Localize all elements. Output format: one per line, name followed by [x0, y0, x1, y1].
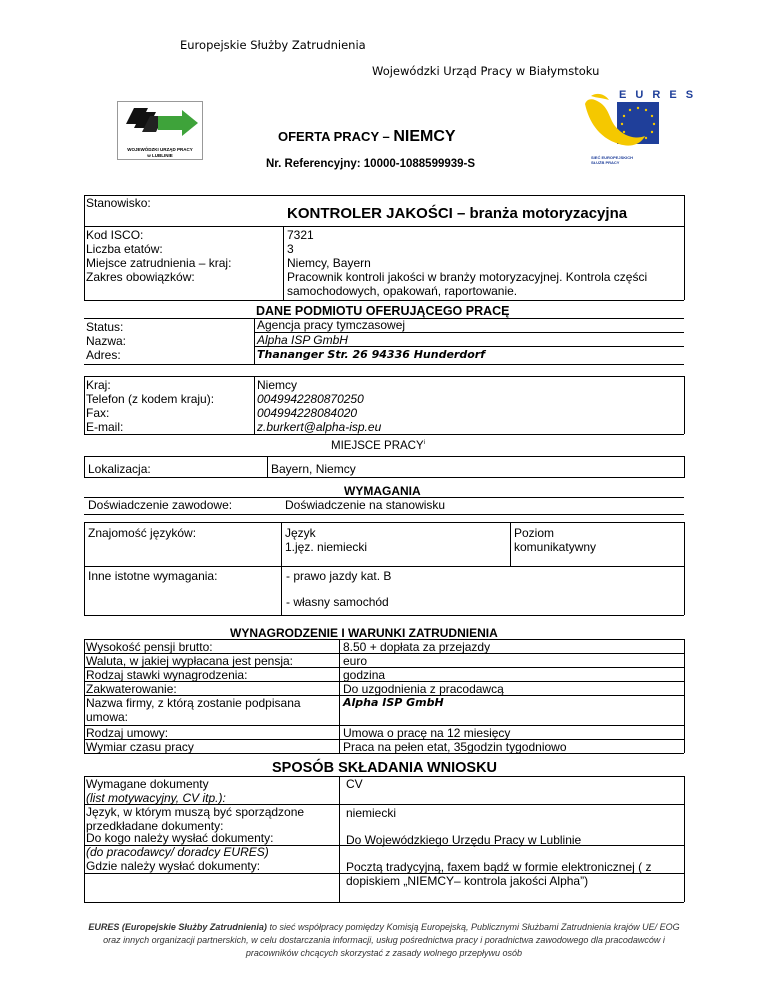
language-1: 1.jęz. niemiecki	[285, 540, 368, 554]
fax-label: Fax:	[86, 406, 110, 420]
salary-value: 8.50 + dopłata za przejazdy	[343, 640, 491, 654]
other-requirement-2: - własny samochód	[286, 595, 389, 609]
eures-logo-graphic	[579, 86, 697, 152]
salary-heading: WYNAGRODZENIE I WARUNKI ZATRUDNIENIA	[230, 626, 498, 640]
wup-logo-text: WOJEWÓDZKI URZĄD PRACY w LUBLINIE	[127, 147, 193, 158]
languages-label: Znajomość języków:	[88, 526, 197, 540]
working-time-value: Praca na pełen etat, 35godzin tygodniowo	[343, 740, 567, 754]
footer-text: to sieć współpracy pomiędzy Komisją Europejską, Publicznymi Służbami Zatrudnienia krajów UE/ EOG oraz innych organizacji partnerskich, w celu dostarczania informacji, usług pośrednictwa pracy i poradnictwa zawodowego dla pracodawców i pracowników chcących skorzystać z zasady wolnego przepływu osób	[103, 922, 680, 958]
eures-logo-letters: E U R E S	[619, 89, 697, 101]
documents-label: Wymagane dokumenty	[86, 777, 209, 791]
send-where-label: Gdzie należy wysłać dokumenty:	[86, 859, 261, 873]
position-label: Stanowisko:	[86, 196, 151, 210]
employer-country-label: Kraj:	[86, 378, 111, 392]
accommodation-value: Do uzgodnienia z pracodawcą	[343, 682, 504, 696]
currency-value: euro	[343, 654, 368, 668]
contract-type-value: Umowa o pracę na 12 miesięcy	[343, 726, 511, 740]
positions-count-label: Liczba etatów:	[86, 242, 163, 256]
employer-heading: DANE PODMIOTU OFERUJĄCEGO PRACĘ	[256, 304, 510, 318]
email-label: E-mail:	[86, 420, 124, 434]
rate-type-label: Rodzaj stawki wynagrodzenia:	[86, 668, 248, 682]
name-label: Nazwa:	[86, 334, 127, 348]
send-where-value: Pocztą tradycyjną, faxem bądź w formie elektronicznej ( z dopiskiem „NIEMCY– kontrola jakości Alpha”)	[346, 860, 652, 888]
contract-company-label: Nazwa firmy, z którą zostanie podpisana umowa:	[86, 696, 301, 724]
workplace-heading-text: MIEJSCE PRACY	[331, 440, 424, 452]
phone-label: Telefon (z kodem kraju):	[86, 392, 215, 406]
level-col-header: Poziom komunikatywny	[514, 526, 597, 554]
documents-value: CV	[346, 777, 363, 791]
phone-value: 0049942280870250	[257, 392, 364, 406]
offer-title-prefix: OFERTA PRACY –	[278, 129, 394, 144]
employer-country-value: Niemcy	[257, 378, 298, 392]
currency-label: Waluta, w jakiej wypłacana jest pensja:	[86, 654, 293, 668]
isco-label: Kod ISCO:	[86, 228, 144, 242]
status-label: Status:	[86, 320, 124, 334]
employer-name-value: Alpha ISP GmbH	[257, 333, 348, 347]
duties-value: Pracownik kontroli jakości w branży motoryzacyjnej. Kontrola części samochodowych, opakowań, raportowanie.	[287, 270, 648, 298]
other-requirements-label: Inne istotne wymagania:	[88, 569, 218, 583]
reference-number: Nr. Referencyjny: 10000-1088599939-S	[266, 158, 476, 170]
salary-label: Wysokość pensji brutto:	[86, 640, 213, 654]
workplace-heading	[331, 440, 425, 452]
duties-label: Zakres obowiązków:	[86, 270, 195, 284]
send-to-label: Do kogo należy wysłać dokumenty:	[86, 831, 274, 845]
positions-count-value: 3	[287, 242, 294, 256]
send-to-value: Do Wojewódzkiego Urzędu Pracy w Lublinie	[346, 833, 582, 847]
isco-value: 7321	[287, 228, 314, 242]
offer-title	[278, 128, 456, 146]
wup-lublin-logo	[117, 101, 203, 160]
workplace-heading-sup: i	[423, 440, 426, 447]
position-value: KONTROLER JAKOŚCI – branża motoryzacyjna	[287, 205, 628, 222]
experience-value: Doświadczenie na stanowisku	[285, 498, 446, 512]
documents-language-label: Język, w którym muszą być sporządzone przedkładane dokumenty:	[86, 805, 305, 833]
header-line-1: Europejskie Służby Zatrudnienia	[180, 38, 366, 52]
header-line-2: Wojewódzki Urząd Pracy w Białymstoku	[372, 64, 600, 78]
workplace-box	[84, 456, 685, 478]
eures-logo	[579, 86, 697, 168]
location-label: Lokalizacja:	[88, 462, 151, 476]
documents-label-note: (list motywacyjny, CV itp.):	[86, 791, 226, 805]
contract-company-value: Alpha ISP GmbH	[343, 696, 444, 709]
email-value: z.burkert@alpha-isp.eu	[257, 420, 382, 434]
eures-logo-subtext: SIEĆ EUROPEJSKICH SŁUŻB PRACY	[591, 155, 634, 165]
requirements-heading: WYMAGANIA	[344, 484, 421, 498]
footer-note	[82, 921, 686, 960]
country-value: Niemcy, Bayern	[287, 256, 371, 270]
send-to-label-note: (do pracodawcy/ doradcy EURES)	[86, 845, 269, 859]
language-col-header: Język	[285, 526, 316, 540]
address-label: Adres:	[86, 348, 121, 362]
offer-title-country: NIEMCY	[393, 128, 456, 145]
location-value: Bayern, Niemcy	[271, 462, 356, 476]
wup-logo-graphic	[118, 102, 202, 144]
contract-type-label: Rodzaj umowy:	[86, 726, 169, 740]
documents-language-value: niemiecki	[346, 806, 397, 820]
fax-value: 004994228084020	[257, 406, 358, 420]
rate-type-value: godzina	[343, 668, 386, 682]
working-time-label: Wymiar czasu pracy	[86, 740, 194, 754]
address-value: Thananger Str. 26 94336 Hunderdorf	[257, 348, 485, 361]
accommodation-label: Zakwaterowanie:	[86, 682, 177, 696]
other-requirement-1: - prawo jazdy kat. B	[286, 569, 392, 583]
experience-label: Doświadczenie zawodowe:	[88, 498, 233, 512]
application-heading: SPOSÓB SKŁADANIA WNIOSKU	[272, 760, 498, 776]
footer-bold: EURES (Europejskie Służby Zatrudnienia)	[88, 922, 267, 932]
status-value: Agencja pracy tymczasowej	[257, 318, 406, 332]
country-label: Miejsce zatrudnienia – kraj:	[86, 256, 232, 270]
